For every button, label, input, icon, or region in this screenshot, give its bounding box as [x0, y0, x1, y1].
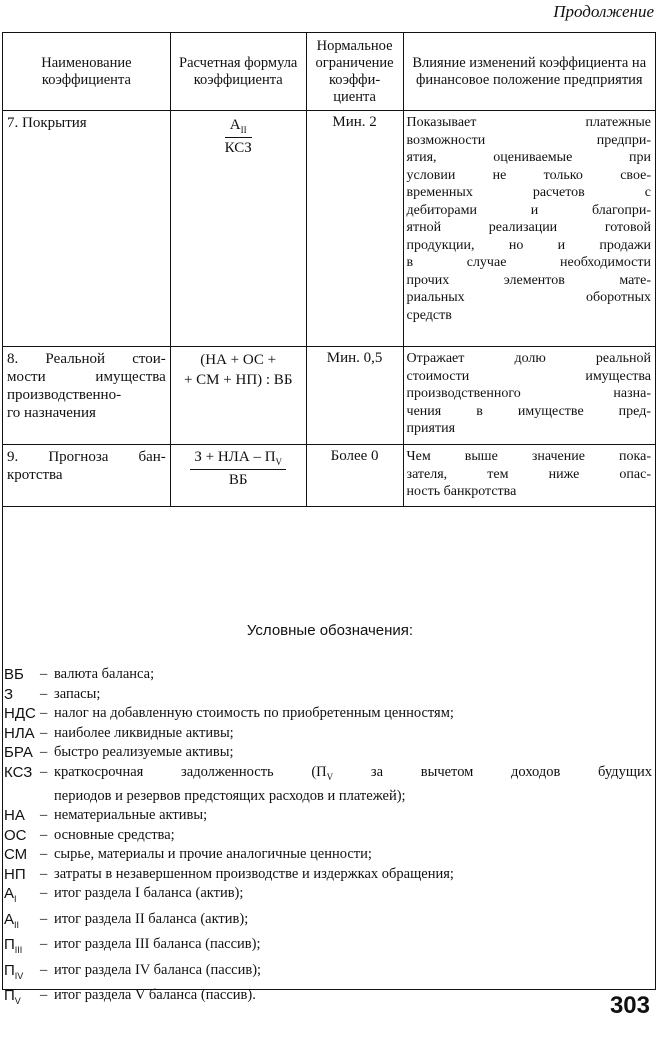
table-row [3, 445, 656, 507]
legend-dash: – [40, 910, 48, 927]
legend-dash: – [40, 724, 48, 741]
legend-definition: сырье, материалы и прочие аналогичные ценности; [54, 846, 372, 863]
header-formula: Расчетная формула коэффициента [170, 33, 306, 111]
legend-item [4, 665, 652, 685]
desc-line: стоимости имущества [406, 368, 651, 384]
desc-line: риальных оборотных [406, 290, 651, 305]
legend-title: Условные обозначения: [246, 622, 414, 639]
legend-dash: – [40, 826, 48, 843]
legend-definition: затраты в незавершенном производстве и издержках обращения; [54, 865, 454, 882]
legend-item [4, 845, 652, 865]
legend-item [4, 884, 652, 910]
legend-definition: итог раздела III баланса (пассив); [54, 936, 261, 953]
legend-dash: – [40, 705, 48, 721]
legend-abbr: СМ [4, 846, 28, 864]
legend-dash: – [40, 666, 48, 682]
formula-numerator [225, 117, 252, 138]
formula-cell [170, 445, 306, 507]
legend-item [4, 935, 652, 961]
numerator-subscript: V [275, 457, 283, 467]
legend-definition: основные средства; [54, 826, 175, 843]
table-row [3, 111, 656, 347]
numerator-subscript: II [240, 125, 247, 135]
legend-definition: итог раздела V баланса (пассив). [54, 987, 256, 1004]
numerator-text: З + НЛА – П [194, 449, 276, 465]
legend-item [4, 910, 652, 936]
legend-dash: – [40, 885, 48, 902]
name-line: кротства [7, 467, 63, 483]
legend-item [4, 743, 652, 763]
name-line: го назначения [7, 405, 96, 421]
legend-item [4, 826, 652, 846]
name-line: 7. Покрытия [7, 115, 87, 131]
legend-abbr: ВБ [4, 666, 24, 683]
legend-dash: – [40, 744, 48, 760]
formula-fraction [190, 449, 286, 489]
formula-cell [170, 347, 306, 445]
name-line: производственно- [7, 387, 122, 403]
legend-list [4, 665, 652, 1012]
legend-item [4, 806, 652, 826]
coefficient-name [3, 347, 171, 445]
legend-item [4, 961, 652, 987]
legend-item [4, 865, 652, 885]
legend-abbr: $П_V$ [4, 987, 21, 1007]
legend-dash: – [40, 763, 48, 780]
legend-definition: налог на добавленную стоимость по приобретенным ценностям; [54, 705, 454, 721]
legend-definition: наиболее ликвидные активы; [54, 724, 234, 741]
desc-line: ятия, оцениваемые при [406, 150, 651, 165]
formula-line: (НА + ОС + [200, 352, 277, 368]
formula-denominator: ВБ [228, 472, 248, 488]
coefficients-table [2, 32, 656, 507]
legend-definition: итог раздела I баланса (актив); [54, 885, 244, 902]
influence-description [403, 445, 655, 507]
name-line: мости имущества [7, 369, 166, 385]
desc-line: временных расчетов с [406, 185, 651, 200]
desc-line: Показывает платежные [406, 115, 651, 130]
desc-line: чения в имуществе пред- [406, 403, 651, 419]
numerator-text: А [229, 117, 241, 133]
page-number: 303 [609, 992, 650, 1019]
legend-abbr: $П_{III}$ [4, 936, 23, 956]
legend-definition: краткосрочная задолженность ($П_V$ за вычетом доходов будущих периодов и резервов предстоящих расходов и платежей); [54, 763, 652, 804]
legend-dash: – [40, 807, 48, 824]
influence-description [403, 111, 655, 347]
legend-dash: – [40, 936, 48, 953]
legend-abbr: НП [4, 865, 26, 883]
desc-line: дебиторами и благопри- [406, 202, 651, 218]
header-norm: Нормальное ограничение коэффи-циента [306, 33, 403, 111]
norm-value: Мин. 2 [306, 111, 403, 347]
desc-line: средств [406, 307, 452, 323]
formula-line: + СМ + НП) : ВБ [183, 372, 293, 388]
coefficient-name [3, 445, 171, 507]
legend-abbr: НДС [4, 705, 36, 722]
legend-definition: нематериальные активы; [54, 807, 208, 824]
legend-item [4, 986, 652, 1012]
legend-dash: – [40, 865, 48, 882]
legend-abbr: $А_I$ [4, 885, 17, 905]
formula-fraction [225, 117, 252, 157]
legend-dash: – [40, 685, 48, 702]
coefficient-name [3, 111, 171, 347]
formula-numerator [190, 449, 286, 470]
desc-line: зателя, тем ниже опас- [406, 466, 651, 482]
formula-cell [170, 111, 306, 347]
norm-value: Более 0 [306, 445, 403, 507]
legend-definition: запасы; [54, 685, 101, 702]
continuation-label: Продолжение [553, 2, 654, 21]
legend-definition: итог раздела II баланса (актив); [54, 910, 249, 927]
formula-denominator: КСЗ [224, 140, 252, 156]
legend-abbr: НА [4, 807, 25, 825]
desc-line: условии не только свое- [406, 167, 651, 183]
header-coefficient-name: Наименование коэффициента [3, 33, 171, 111]
legend-item [4, 704, 652, 724]
table-header-row [3, 33, 656, 111]
header-influence: Влияние изменений коэффициента на финансовое положение предприятия [403, 33, 655, 111]
desc-line: прочих элементов мате- [406, 272, 651, 288]
legend-item [4, 685, 652, 705]
desc-line: в случае необходимости [406, 255, 651, 270]
legend-abbr: З [4, 685, 14, 703]
legend-definition: быстро реализуемые активы; [54, 744, 234, 760]
legend-abbr: ОС [4, 826, 27, 844]
legend-abbr: БРА [4, 744, 33, 761]
legend-abbr: $П_{IV}$ [4, 961, 24, 981]
legend-definition: итог раздела IV баланса (пассив); [54, 961, 262, 978]
desc-line: ность банкротства [406, 484, 517, 499]
desc-line: Чем выше значение пока- [406, 449, 651, 464]
name-line: 9. Прогноза бан- [7, 449, 166, 465]
legend-dash: – [40, 961, 48, 978]
desc-line: производственного назна- [406, 386, 651, 401]
legend-abbr: НЛА [4, 724, 35, 742]
desc-line: ятной реализации готовой [406, 220, 651, 235]
desc-line: возможности предпри- [406, 132, 651, 148]
legend-dash: – [40, 987, 48, 1004]
legend-item [4, 763, 652, 807]
name-line: 8. Реальной стои- [7, 351, 166, 367]
desc-line: Отражает долю реальной [406, 351, 651, 366]
norm-value: Мин. 0,5 [306, 347, 403, 445]
legend-item [4, 724, 652, 744]
table-row [3, 347, 656, 445]
desc-line: продукции, но и продажи [406, 237, 651, 253]
influence-description [403, 347, 655, 445]
legend-definition: валюта баланса; [54, 666, 155, 682]
desc-line: приятия [406, 421, 456, 436]
legend-abbr: $А_{II}$ [4, 910, 20, 930]
legend-abbr: КСЗ [4, 763, 33, 781]
legend-dash: – [40, 846, 48, 863]
